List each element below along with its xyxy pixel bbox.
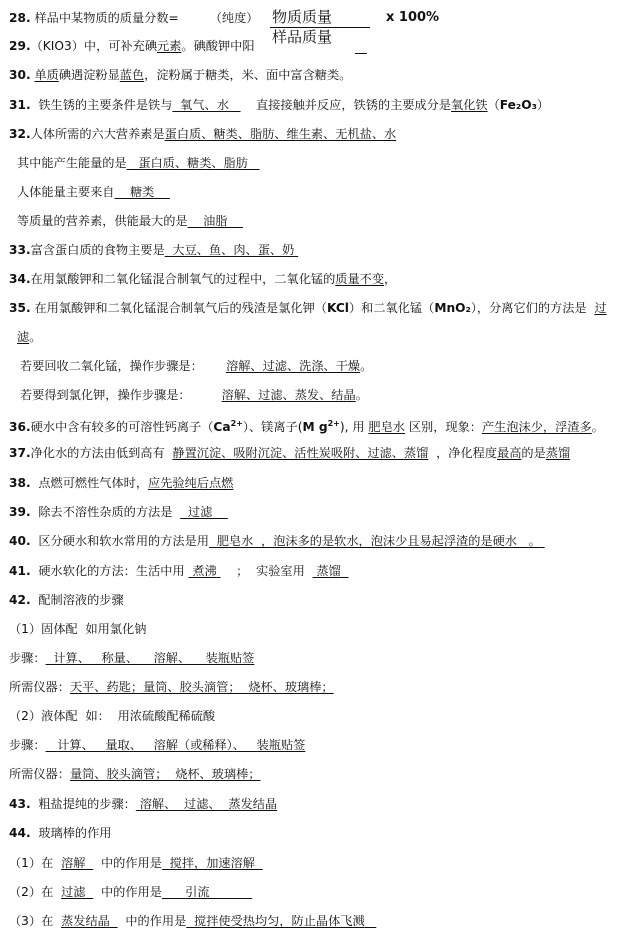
answer-blank: 元素 [157, 39, 182, 53]
answer-blank: 引流 [185, 885, 210, 899]
item-text: （ [487, 98, 500, 112]
item-number: 41. [9, 564, 31, 578]
item-44 [9, 825, 636, 841]
item-text: ）、镁离子( [242, 420, 303, 435]
item-text: 所需仪器： [9, 767, 70, 781]
item-number: 40. [9, 534, 31, 548]
answer-blank: 溶解、过滤、蒸发、结晶 [221, 388, 356, 402]
item-text: 。 [591, 420, 604, 435]
item-44-filter [9, 884, 636, 900]
item-text: 在用氯酸钾和二氧化锰混合制氧气的过程中，二氧化锰的 [30, 272, 336, 286]
item-43 [9, 796, 636, 812]
item-text: 若要得到氯化钾，操作步骤是： [20, 388, 191, 402]
item-number: 28. [9, 11, 31, 25]
answer-blank: 量筒、胶头滴管； [69, 767, 168, 781]
item-text: ）和二氧化锰（ [349, 301, 435, 315]
item-text: 中的作用是 [125, 914, 187, 928]
item-35 [9, 300, 636, 316]
item-42-liquid-steps [9, 737, 636, 753]
answer-blank: 氧化铁 [451, 98, 488, 112]
item-42 [9, 592, 636, 608]
item-number: 32. [9, 127, 31, 141]
item-text: 点燃可燃性气体时， [38, 476, 149, 490]
item-text: 、 [164, 797, 177, 811]
item-text: （2）液体配 如： 用浓硫酸配稀硫酸 [9, 709, 216, 723]
item-number: 30. [9, 68, 31, 82]
answer-blank: 计算 [53, 651, 78, 665]
item-42-solid [9, 621, 636, 637]
item-35-recover-mno2 [20, 358, 636, 374]
answer-blank: 产生泡沫少，浮渣多 [481, 420, 592, 435]
answer-blank: 单质 [34, 68, 59, 82]
item-text: 样品中某物质的质量分数= [34, 11, 179, 25]
answer-blank: 搅拌使受热均匀，防止晶体飞溅 [194, 914, 365, 928]
item-text: 在用氯酸钾和二氧化锰混合制氧气后的残渣是氯化钾（ [34, 301, 327, 315]
answer-blank: 肥皂水 [216, 534, 254, 548]
answer-blank: 计算 [57, 738, 82, 752]
item-text: 玻璃棒的作用 [38, 826, 112, 840]
fraction-numerator: 物质质量 [270, 8, 370, 28]
formula-text: MnO₂ [434, 301, 471, 315]
item-number: 36. [9, 420, 31, 435]
item-text: 、 [81, 738, 94, 752]
answer-blank: 蒸馏 [545, 446, 571, 460]
answer-blank: 蛋白质、糖类、脂肪 [138, 156, 248, 170]
item-text: 铁生锈的主要条件是铁与 [38, 98, 173, 112]
item-text: ， [384, 272, 397, 286]
answer-blank: 称量 [101, 651, 126, 665]
item-text: 。 [29, 330, 42, 344]
item-text: （1）固体配 如用氯化钠 [9, 622, 147, 636]
item-text: 、 [77, 651, 90, 665]
item-41 [9, 563, 636, 579]
item-text: （纯度） [209, 11, 259, 25]
item-number: 31. [9, 98, 31, 112]
answer-blank: 氧气、水 [180, 98, 229, 112]
item-text: （2）在 [9, 885, 54, 899]
item-32-max-energy [17, 213, 636, 229]
charge-superscript: 2+ [230, 419, 243, 428]
item-text: 人体所需的六大营养素是 [30, 127, 165, 141]
item-text: 除去不溶性杂质的方法是 [38, 505, 173, 519]
answer-blank: 应先验纯后点燃 [148, 476, 234, 490]
formula-text: Ca [213, 420, 231, 435]
answer-blank: 煮沸 [192, 564, 217, 578]
item-text: 、 [125, 651, 139, 665]
item-42-solid-tools [9, 679, 636, 695]
formula-text: KCl [326, 301, 349, 315]
item-number: 37. [9, 446, 31, 460]
item-text: 。 [355, 388, 368, 402]
item-35-get-kcl [20, 387, 636, 403]
item-text: 、 [129, 738, 142, 752]
answer-blank: 溶解 [139, 797, 165, 811]
answer-blank: 蒸馏 [316, 564, 341, 578]
answer-blank: 烧杯、玻璃棒； [248, 680, 334, 694]
item-32-main-energy [17, 184, 636, 200]
item-text: 若要回收二氧化锰，操作步骤是： [20, 359, 203, 373]
answer-blank: 溶解（或稀释） [153, 738, 233, 752]
item-text: ，净化程度 [436, 446, 498, 460]
item-text: 人体能量主要来自 [17, 185, 115, 199]
answer-blank: 量取 [105, 738, 130, 752]
item-text: ） [536, 98, 550, 112]
item-text: （1）在 [9, 856, 54, 870]
item-33 [9, 242, 636, 258]
answer-blank: 搅拌，加速溶解 [169, 856, 255, 870]
item-29 [9, 38, 636, 54]
item-text: 步骤： [9, 738, 46, 752]
answer-blank: 天平、药匙；量筒、胶头滴管； [69, 680, 241, 694]
item-number: 29. [9, 39, 31, 53]
item-text: 等质量的营养素，供能最大的是 [17, 214, 188, 228]
answer-blank: 过 [594, 301, 607, 315]
item-34 [9, 271, 636, 287]
item-text: 净化水的方法由低到高有 [30, 446, 165, 460]
item-text: ； 实验室用 [236, 564, 305, 578]
item-39 [9, 504, 636, 520]
item-30 [9, 67, 636, 83]
item-42-liquid-tools [9, 766, 636, 782]
item-32 [9, 126, 636, 142]
charge-superscript: 2+ [327, 419, 340, 428]
underline-blank [355, 45, 367, 54]
item-42-solid-steps [9, 650, 636, 666]
item-text: 富含蛋白质的食物主要是 [30, 243, 165, 257]
item-text: ），分离它们的方法是 [470, 301, 587, 315]
answer-blank: 蓝色 [119, 68, 145, 82]
item-text: 中的作用是 [100, 885, 162, 899]
answer-blank: 溶解 [153, 651, 178, 665]
answer-blank: 烧杯、玻璃棒； [175, 767, 261, 781]
item-text: 区别，现象： [408, 420, 482, 435]
answer-blank: 静置沉淀、吸附沉淀、活性炭吸附、过滤、蒸馏 [172, 446, 429, 460]
formula-text: M g [302, 420, 328, 435]
item-number: 34. [9, 272, 31, 286]
item-text: 碘遇淀粉显 [58, 68, 120, 82]
item-text: 。 [528, 534, 541, 548]
times-100-percent: x 100% [386, 10, 440, 25]
answer-blank: 滤 [17, 330, 30, 344]
answer-blank: 油脂 [203, 214, 228, 228]
item-text: 、 [208, 797, 221, 811]
item-32-energy [17, 155, 636, 171]
item-text: 所需仪器： [9, 680, 70, 694]
item-text: 粗盐提纯的步骤： [38, 797, 136, 811]
item-number: 33. [9, 243, 31, 257]
item-text: 其中能产生能量的是 [17, 156, 127, 170]
item-text: 配制溶液的步骤 [38, 593, 124, 607]
item-35-continued [17, 329, 636, 345]
item-text: 。 [360, 359, 373, 373]
item-number: 38. [9, 476, 31, 490]
answer-blank: 装瓶贴签 [205, 651, 255, 665]
item-text: 、 [232, 738, 245, 752]
item-text: 中的作用是 [100, 856, 162, 870]
answer-blank: 蛋白质、糖类、脂肪、维生素、无机盐、水 [164, 127, 397, 141]
item-number: 35. [9, 301, 31, 315]
item-31 [9, 97, 636, 113]
item-number: 42. [9, 593, 31, 607]
answer-blank: 最高 [497, 446, 522, 460]
item-text: 区分硬水和软水常用的方法是用 [38, 534, 209, 548]
item-text: ), 用 [339, 420, 365, 435]
answer-blank: 质量不变 [335, 272, 385, 286]
answer-blank: 大豆、鱼、肉、蛋、奶 [172, 243, 295, 257]
item-number: 39. [9, 505, 31, 519]
answer-blank: 蒸发结晶 [228, 797, 278, 811]
answer-blank: 装瓶贴签 [256, 738, 306, 752]
item-text: ，淀粉属于糖类，米、面中富含糖类。 [144, 68, 352, 82]
answer-blank: 肥皂水 [368, 420, 405, 435]
answer-blank: ，泡沫多的是软水，泡沫少且易起浮渣的是硬水 [261, 534, 517, 548]
item-text: 。碘酸钾中阳 [181, 39, 255, 53]
item-40 [9, 533, 636, 549]
item-text: 硬水软化的方法：生活中用 [38, 564, 185, 578]
answer-blank: 过滤 [184, 797, 209, 811]
answer-blank: 蒸发结晶 [61, 914, 110, 928]
item-44-evaporate [9, 913, 636, 929]
item-42-liquid [9, 708, 636, 724]
answer-blank: 过滤 [187, 505, 213, 519]
item-37 [9, 445, 636, 461]
item-text: （KIO3）中，可补充碘 [30, 39, 158, 53]
item-36 [9, 416, 636, 435]
item-text: 、 [177, 651, 191, 665]
item-text: （3）在 [9, 914, 54, 928]
item-number: 43. [9, 797, 31, 811]
item-number: 44. [9, 826, 31, 840]
item-44-dissolve [9, 855, 636, 871]
item-38 [9, 475, 636, 491]
item-text: 硬水中含有较多的可溶性钙离子（ [30, 420, 214, 435]
formula-text: Fe₂O₃ [499, 98, 537, 112]
answer-blank: 过滤 [61, 885, 86, 899]
item-text: 直接接触并反应，铁锈的主要成分是 [256, 98, 452, 112]
item-text: 步骤： [9, 651, 46, 665]
answer-blank: 糖类 [130, 185, 155, 199]
answer-blank: 溶解 [61, 856, 86, 870]
answer-blank: 溶解、过滤、洗涤、干燥 [226, 359, 361, 373]
fraction-denominator: 样品质量 [272, 28, 333, 46]
item-text: 的是 [521, 446, 546, 460]
